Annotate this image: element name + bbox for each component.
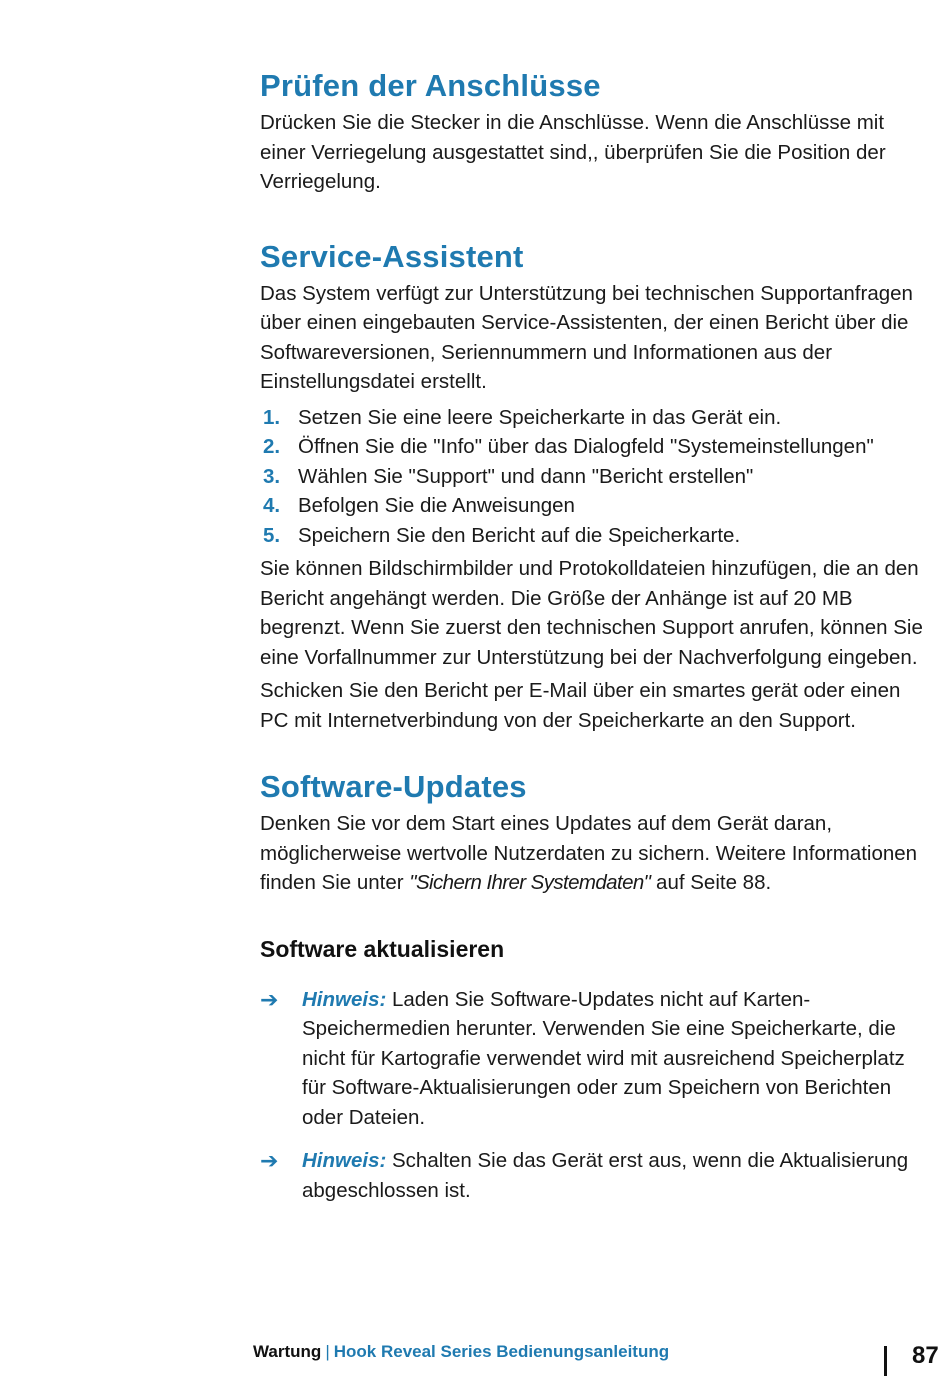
note-label: Hinweis:	[302, 1149, 387, 1172]
paragraph: Sie können Bildschirmbilder und Protokolldateien hinzufügen, die an den Bericht angehängt werden. Die Größe der Anhänge ist auf 20 MB begrenzt. Wenn Sie zuerst den technischen Support anrufen, können Sie eine Vorfallnummer zur Unterstützung bei der Nachverfolgung eingeben.	[260, 557, 923, 669]
list-item	[260, 521, 932, 551]
page-number: 87	[912, 1342, 939, 1369]
note-text	[302, 985, 932, 1133]
paragraph: Das System verfügt zur Unterstützung bei technischen Supportanfragen über einen eingebauten Service-Assistenten, der einen Bericht über die Softwareversionen, Seriennummern und Informationen aus der Einstellungsdatei erstellt.	[260, 281, 913, 393]
step-number: 5.	[263, 523, 281, 547]
paragraph: Drücken Sie die Stecker in die Anschlüsse. Wenn die Anschlüsse mit einer Verriegelung ausgestattet sind,, überprüfen Sie die Position der Verriegelung.	[260, 111, 886, 193]
step-text: Setzen Sie eine leere Speicherkarte in das Gerät ein.	[298, 405, 782, 429]
note-label: Hinweis:	[302, 987, 387, 1011]
footer-separator: |	[325, 1342, 330, 1361]
step-number: 4.	[263, 494, 281, 517]
note	[260, 985, 932, 1133]
footer-chapter: Wartung	[253, 1342, 322, 1361]
step-text: Speichern Sie den Bericht auf die Speicherkarte.	[298, 523, 741, 547]
note-text	[302, 1146, 932, 1205]
step-text: Befolgen Sie die Anweisungen	[298, 494, 575, 517]
section-title-anschluesse: Prüfen der Anschlüsse	[260, 68, 601, 103]
page-divider	[884, 1346, 887, 1376]
footer	[253, 1342, 669, 1362]
intro-text-end: auf Seite 88.	[650, 871, 772, 894]
paragraph: Schicken Sie den Bericht per E-Mail über ein smartes gerät oder einen PC mit Internetverbindung von der Speicherkarte an den Support.	[260, 679, 901, 732]
arrow-right-icon: ➔	[260, 986, 279, 1012]
step-number: 1.	[263, 405, 281, 429]
note-body: Laden Sie Software-Updates nicht auf Karten-Speichermedien herunter. Verwenden Sie eine Speicherkarte, die nicht für Kartografie verwendet wird mit ausreichend Speicherplatz für Software-Aktualisierungen oder zum Speichern von Berichten oder Dateien.	[302, 987, 905, 1129]
note-body: Schalten Sie das Gerät erst aus, wenn die Aktualisierung abgeschlossen ist.	[302, 1149, 909, 1202]
step-text: Wählen Sie "Support" und dann "Bericht erstellen"	[298, 464, 754, 488]
steps-list	[260, 403, 932, 551]
section-title-software-updates: Software-Updates	[260, 769, 527, 804]
subsection-title: Software aktualisieren	[260, 935, 505, 962]
step-text: Öffnen Sie die "Info" über das Dialogfeld "Systemeinstellungen"	[298, 435, 874, 458]
list-item	[260, 403, 932, 433]
note	[260, 1146, 932, 1205]
footer-book-title: Hook Reveal Series Bedienungsanleitung	[333, 1342, 670, 1361]
step-number: 3.	[263, 464, 281, 488]
list-item	[260, 432, 932, 462]
section-title-service-assistent: Service-Assistent	[260, 238, 524, 274]
intro-text: Denken Sie vor dem Start eines Updates auf dem Gerät daran, möglicherweise wertvolle Nutzerdaten zu sichern. Weitere Informationen finden Sie unter	[260, 812, 918, 894]
page-content	[260, 60, 932, 1205]
list-item	[260, 462, 932, 492]
arrow-right-icon: ➔	[260, 1148, 279, 1173]
step-number: 2.	[263, 435, 281, 458]
paragraph	[260, 809, 932, 898]
cross-reference-link[interactable]: "Sichern Ihrer Systemdaten"	[409, 871, 651, 894]
list-item	[260, 491, 932, 521]
